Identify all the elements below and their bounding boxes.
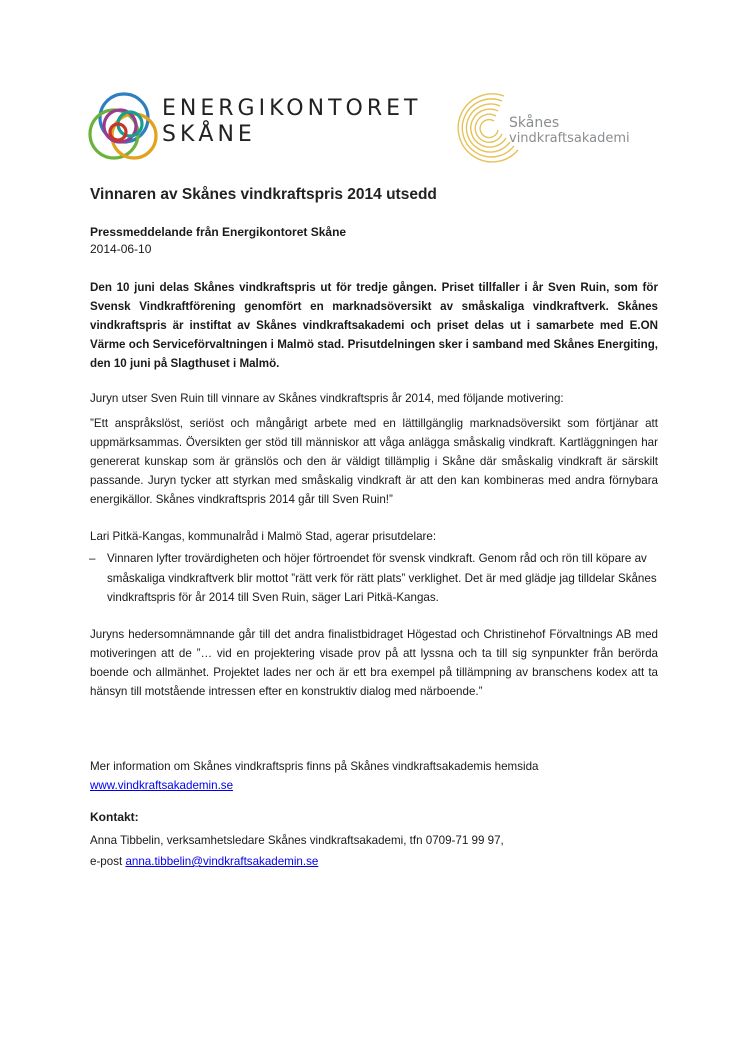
contact-line: Anna Tibbelin, verksamhetsledare Skånes vindkraftsakademi, tfn 0709-71 99 97, [90,834,504,847]
press-release-subhead: Pressmeddelande från Energikontoret Skåne [90,225,347,239]
quote-dash: – [89,552,96,565]
contact-email-link[interactable]: anna.tibbelin@vindkraftsakademin.se [125,855,319,868]
honorable-mention-paragraph: Juryns hedersomnämnande går till det andra finalistbidraget Högestad och Christinehof Förvaltnings AB med motiveringen att de ”… vid en projektering visade prov på att lyssna och ta till sig synpunkter från berörda boende och allmänhet. Projektet lades ner och är ett bra exempel på tillämpning av branschens kodex att ta hänsyn till motstående intressen efter en konstruktiv dialog med närboende.” [90,628,658,698]
ek-logo-line1: ENERGIKONTORET [162,96,422,121]
presenter-quote [89,549,659,608]
more-info-text: Mer information om Skånes vindkraftspris finns på Skånes vindkraftsakademis hemsida [90,760,539,773]
jury-intro-paragraph: Juryn utser Sven Ruin till vinnare av Skånes vindkraftspris år 2014, med följande motivering: [90,392,564,405]
email-prefix: e-post [90,855,126,868]
sv-logo-line1: Skånes [509,115,560,131]
ek-logo-line2: SKÅNE [162,122,256,147]
more-info-paragraph [90,757,658,795]
website-link[interactable]: www.vindkraftsakademin.se [90,779,234,792]
release-date: 2014-06-10 [90,242,152,256]
vindkraftsakademi-logo-text [509,116,630,146]
presenter-quote-text: Vinnaren lyfter trovärdigheten och höjer förtroendet för svensk vindkraft. Genom råd och rön till köpare av småskaliga vindkraftverk blir mottot ”rätt verk för rätt plats” verklighet. Det är med glädje jag tilldelar Skånes vindkraftspris för år 2014 till Sven Ruin, säger Lari Pitkä-Kangas. [107,552,657,604]
contact-email-line [90,851,504,872]
contact-block [90,830,504,872]
energikontoret-logo-text [162,96,421,148]
document-title: Vinnaren av Skånes vindkraftspris 2014 utsedd [90,186,437,203]
sv-logo-line2: vindkraftsakademi [509,131,630,146]
contact-label: Kontakt: [90,810,139,824]
jury-motivation-quote: ”Ett anspråkslöst, seriöst och mångårigt arbete med en lättillgänglig marknadsöversikt som förtjänar att uppmärksammas. Översikten ger stöd till människor att våga anlägga småskalig vindkraft. Kartläggningen har genererat kunskap som är gränslös och den är väldigt tillämplig i Skåne där småskalig vindkraft är särskilt passande. Juryn tycker att styrkan med småskalig vindkraft är att den kan kombineras med andra förnybara energikällor. Skånes vindkraftspris 2014 går till Sven Ruin!” [90,417,658,506]
lead-paragraph: Den 10 juni delas Skånes vindkraftspris ut för tredje gången. Priset tillfaller i år Sven Ruin, som för Svensk Vindkraftförening genomfört en marknadsöversikt av småskaliga vindkraftverk. Skånes vindkraftspris är instiftat av Skånes vindkraftsakademi och priset delas ut i samarbete med E.ON Värme och Serviceförvaltningen i Malmö stad. Prisutdelningen sker i samband med Skånes Energiting, den 10 juni på Slagthuset i Malmö. [90,281,658,370]
presenter-intro-paragraph: Lari Pitkä-Kangas, kommunalråd i Malmö Stad, agerar prisutdelare: [90,530,437,543]
